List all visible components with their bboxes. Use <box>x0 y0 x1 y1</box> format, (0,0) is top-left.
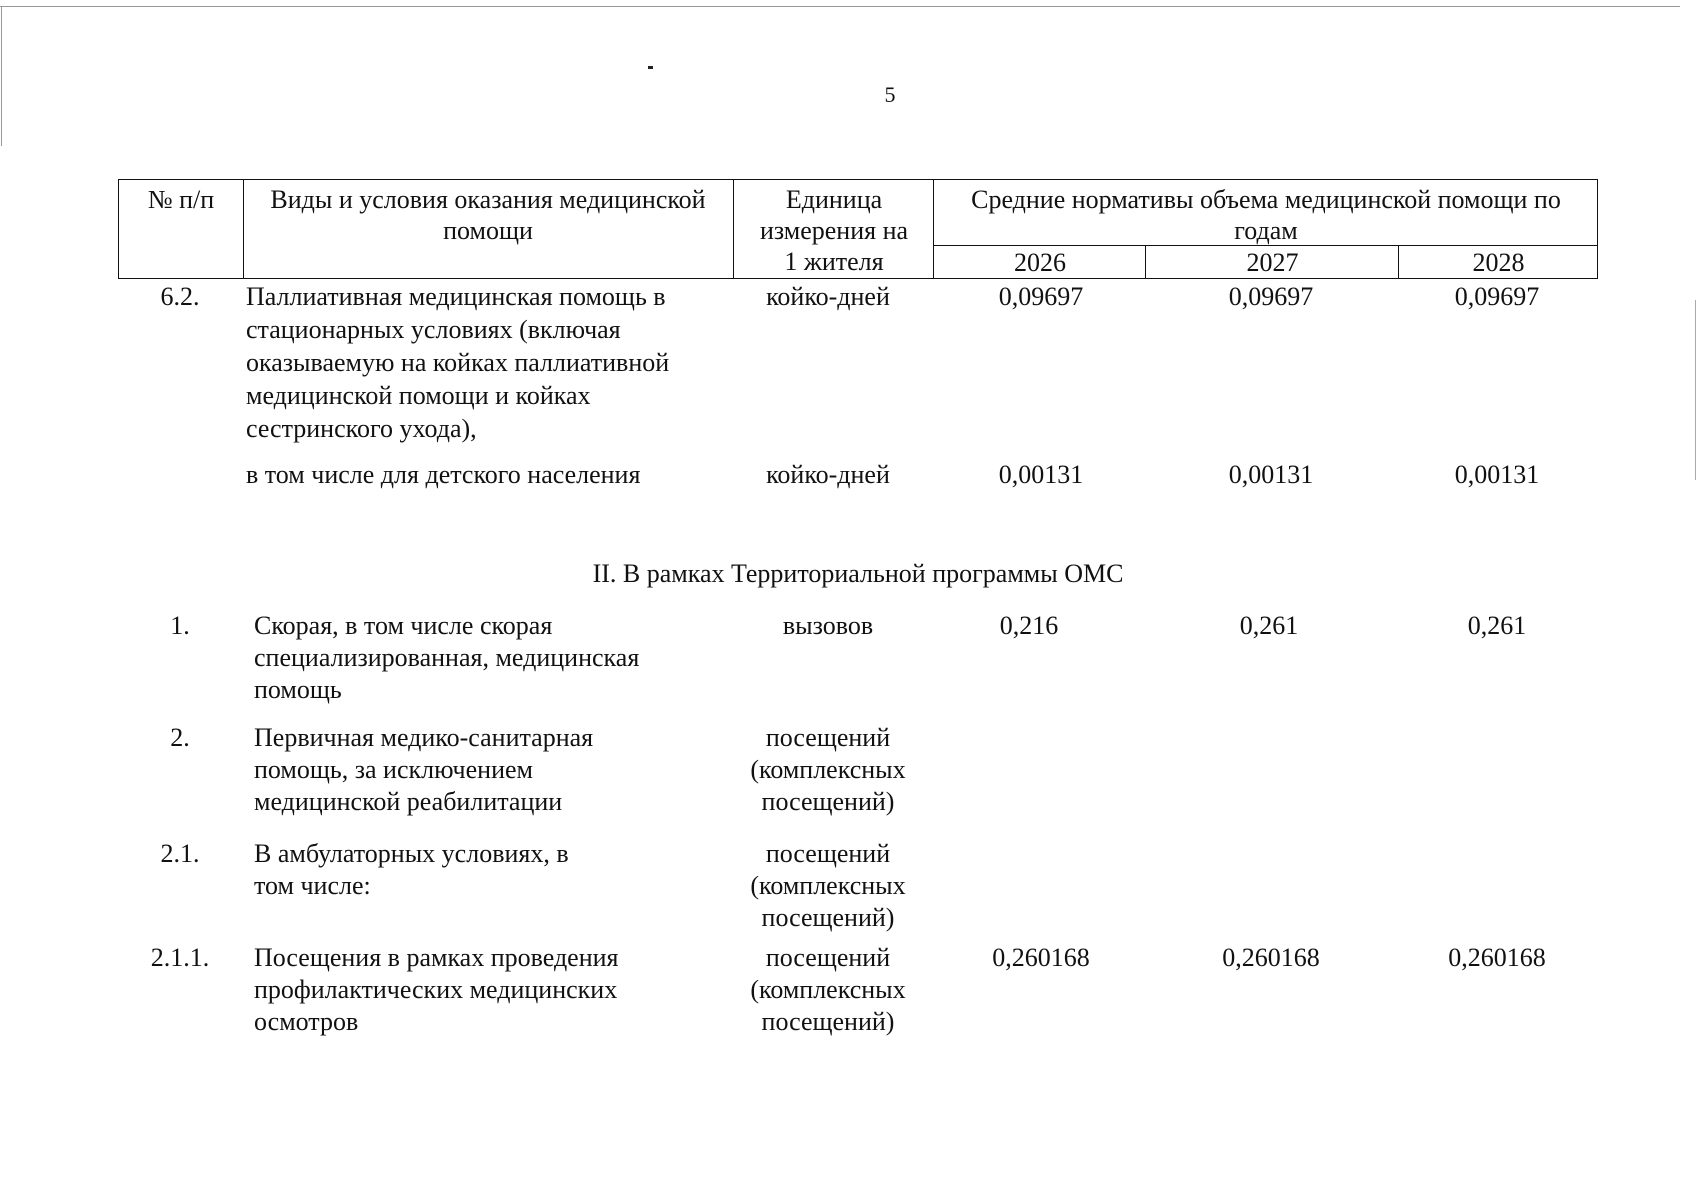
scan-dot <box>648 66 653 69</box>
row-value-2026: 0,09697 <box>998 282 1084 311</box>
header-divider <box>733 180 734 278</box>
section-title: II. В рамках Территориальной программы ОМС <box>592 559 1124 588</box>
scan-top-edge <box>0 6 1680 7</box>
header-col-num: № п/п <box>147 185 215 214</box>
row-description: Первичная медико-санитарная помощь, за исключением медицинской реабилитации <box>254 723 594 816</box>
row-value-2026: 0,260168 <box>992 943 1090 972</box>
row-value-2027: 0,261 <box>1239 611 1299 640</box>
row-value-2027: 0,00131 <box>1228 460 1314 489</box>
header-divider <box>1398 245 1399 278</box>
header-divider <box>933 180 934 278</box>
row-value-2026: 0,216 <box>999 611 1059 640</box>
row-unit: посещений (комплексных посещений) <box>750 723 906 816</box>
header-divider <box>1145 245 1146 278</box>
row-number: 2.1. <box>160 839 200 868</box>
row-unit: койко-дней <box>766 282 890 311</box>
row-number: 2.1.1. <box>150 943 210 972</box>
table-header <box>118 179 1598 279</box>
row-description: В амбулаторных условиях, в том числе: <box>254 839 569 900</box>
row-value-2028: 0,260168 <box>1448 943 1546 972</box>
header-divider <box>243 180 244 278</box>
page-number: 5 <box>884 82 896 107</box>
row-unit: посещений (комплексных посещений) <box>750 839 906 932</box>
row-value-2027: 0,260168 <box>1222 943 1320 972</box>
row-description: в том числе для детского населения <box>246 460 641 489</box>
header-col-type: Виды и условия оказания медицинской помощи <box>270 185 706 245</box>
row-unit: вызовов <box>782 611 874 640</box>
row-description: Посещения в рамках проведения профилактических медицинских осмотров <box>254 943 619 1036</box>
row-value-2027: 0,09697 <box>1228 282 1314 311</box>
scan-right-edge <box>1695 300 1696 480</box>
row-value-2028: 0,261 <box>1467 611 1527 640</box>
row-description: Паллиативная медицинская помощь в стационарных условиях (включая оказываемую на койках паллиативной медицинской помощи и койках сестринского ухода), <box>246 282 670 443</box>
header-year: 2028 <box>1472 248 1525 277</box>
row-value-2028: 0,00131 <box>1454 460 1540 489</box>
header-col-unit: Единица измерения на 1 жителя <box>759 185 909 276</box>
row-number: 2. <box>170 723 190 752</box>
header-year: 2026 <box>1014 248 1066 277</box>
row-value-2028: 0,09697 <box>1454 282 1540 311</box>
row-value-2026: 0,00131 <box>998 460 1084 489</box>
row-unit: посещений (комплексных посещений) <box>750 943 906 1036</box>
row-number: 6.2. <box>160 282 200 311</box>
header-year: 2027 <box>1246 248 1299 277</box>
row-description: Скорая, в том числе скорая специализированная, медицинская помощь <box>254 611 640 704</box>
row-number: 1. <box>170 611 190 640</box>
row-unit: койко-дней <box>766 460 890 489</box>
scan-left-edge <box>1 6 2 146</box>
header-col-norms: Средние нормативы объема медицинской помощи по годам <box>971 185 1561 245</box>
